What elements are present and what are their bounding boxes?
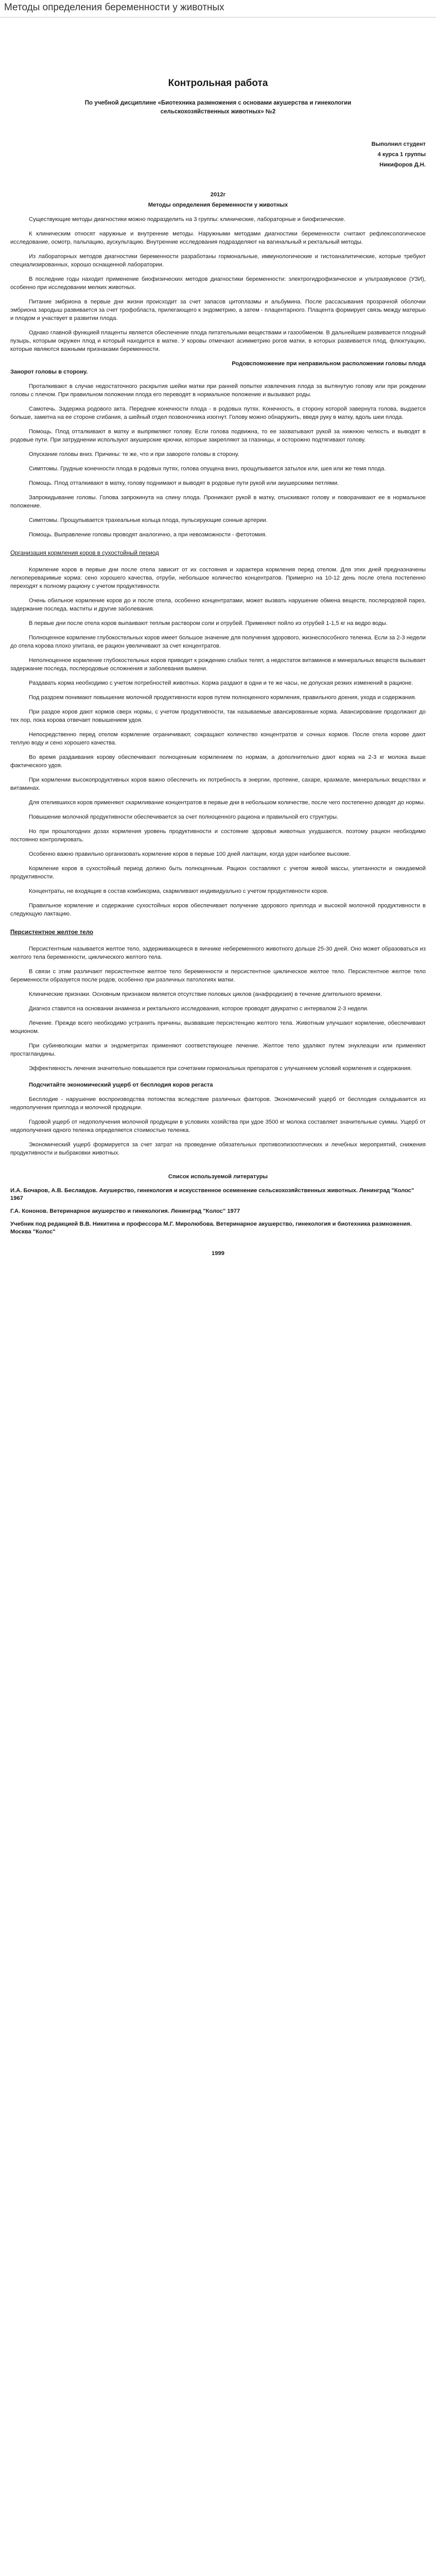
intro-section [10,215,426,353]
author-block [10,139,426,170]
paragraph: Персистентным называется желтое тело, задерживающееся в яичнике небеременного животного дольше 25-30 дней. Оно может образоваться из желтого тела беременности, циклического желтого тела. [10,946,426,960]
author-line: Никифоров Д.Н. [379,162,426,168]
delivery-section [10,382,426,539]
author-line: Выполнил студент [371,141,426,147]
references-list [10,1187,426,1236]
paragraph: Раздавать корма необходимо с учетом потребностей животных. Корма раздают в одни и те же часы, не допуская резких изменений в рационе. [29,680,413,686]
page-header [0,0,436,18]
paragraph: Годовой ущерб от недополучения молочной продукции в условиях хозяйства при удое 3500 кг молока составляет значительные суммы. Ущерб от недополучения одного теленка определяется стоимостью теленка. [10,1119,426,1133]
feeding-section [10,566,426,918]
paragraph: Помощь. Плод отталкивают в матку и выпрямляют голову. Если голова подвижна, то ее захватывают рукой за нижнюю челюсть и выводят в родовые пути. При затруднении используют акушерские крючки, которые закрепляют за глазницы, и осторожно подтягивают голову. [10,429,426,443]
paragraph: Для отелившихся коров применяют скармливание концентратов в первые дни в небольшом количестве, после чего постепенно доводят до нормы. [29,800,425,806]
paragraph: Непосредственно перед отелом кормление ограничивают, сокращают количество концентратов и сочных кормов. После отела корове дают теплую воду и сено хорошего качества. [10,732,426,746]
paragraph: Кормление коров в сухостойный период должно быть полноценным. Рацион составляют с учетом живой массы, упитанности и ожидаемой продуктивности. [10,866,426,880]
paragraph: Помощь. Выправление головы проводят аналогично, а при невозможности - фетотомия. [29,532,267,538]
paragraph: Помощь. Плод отталкивают в матку, голову поднимают и выводят в родовые пути рукой или акушерскими петлями. [29,480,339,486]
paragraph: При кормлении высокопродуктивных коров важно обеспечить их потребность в энергии, протеине, сахаре, крахмале, минеральных веществах и витаминах. [10,777,426,791]
paragraph: Существующие методы диагностики можно подразделить на 3 группы: клинические, лабораторные и биофизические. [29,216,345,223]
paragraph: Эффективность лечения значительно повышается при сочетании гормональных препаратов с улучшением условий кормления и содержания. [29,1065,412,1072]
paragraph: Опускание головы вниз. Причины: те же, что и при завороте головы в сторону. [29,451,239,457]
paragraph: При субинволюции матки и эндометритах применяют соответствующее лечение. Желтое тело удаляют путем энуклеации или применяют простагландины. [10,1043,426,1057]
persistent-section [10,945,426,1073]
year-label: 2012г [210,192,226,198]
section-heading: Организация кормления коров в сухостойный период [10,550,159,556]
paragraph: Концентраты, не входящие в состав комбикорма, скармливают индивидуально с учетом продуктивности коров. [29,888,328,894]
paragraph: Особенно важно правильно организовать кормление коров в первые 100 дней лактации, когда удои наиболее высокие. [29,851,351,857]
paragraph: Клинические признаки. Основным признаком является отсутствие половых циклов (анафродизия) в течение длительного времени. [29,991,382,997]
subsection-heading: Занорот головы в сторону. [10,369,88,375]
economic-section [10,1095,426,1157]
paragraph: Повышение молочной продуктивности обеспечивается за счет полноценного рациона и правильной его структуры. [29,814,339,820]
paragraph: Кормление коров в первые дни после отела зависит от их состояния и характера кормления перед отелом. Для этих дней предназначены легкопереваримые корма: сено хорошего качества, отруби, небольшое количество концентратов. Примерно на 10-12 день после отела постепенно переходят к полному рациону с учетом продуктивности. [10,567,426,589]
paragraph: В последние годы находит применение биофизических методов диагностики беременности: электрогидрофизическое и ультразвуковое (УЗИ), особенно при исследовании мелких животных. [10,276,426,291]
document-title: Контрольная работа [168,78,268,89]
paragraph: Очень обильное кормление коров до и после отела, особенно концентратами, может вызвать нарушение обмена веществ, послеродовой парез, задержание последа, маститы и другие заболевания. [10,598,426,612]
paragraph: Бесплодие - нарушение воспроизводства потомства вследствие различных факторов. Экономический ущерб от бесплодия складывается из недополучения приплода и молочной продукции. [10,1096,426,1111]
paragraph: В первые дни после отела коров выпаивают теплым раствором соли и отрубей. Применяют пойло из отрубей 1-1,5 кг на ведро воды. [29,620,388,626]
paragraph: Диагноз ставится на основании анамнеза и ректального исследования, которое проводят двукратно с интервалом 2-3 недели. [29,1006,369,1012]
paragraph: При раздое коров дают кормов сверх нормы, с учетом продуктивности, так называемые авансированные корма. Авансирование продолжают до тех пор, пока корова отвечает повышением удоя. [10,709,426,723]
paragraph: Симптомы. Грудные конечности плода в родовых путях, голова опущена вниз, прощупывается затылок или, шея или же темя плода. [29,466,386,472]
paragraph: Однако главной функцией плаценты является обеспечение плода питательными веществами и газообменом. В дальнейшем развивается плодный пузырь, которым окружен плод и который находится в матке. У коровы отмечают асимметрию рогов матки, в которых развивается плод, флюктуацию, которые являются важными признаками беременности. [10,330,426,352]
section-title: Методы определения беременности у животных [148,202,288,208]
paragraph: Самотечь. Задержка родового акта. Передние конечности плода - в родовых путях. Конечность, в сторону которой завернута голова, выдается больше, заметна на ее стороне сгибания, а шейный отдел позвоночника изогнут. Голову можно обнаружить, введя руку в матку, вдоль шеи плода. [10,406,426,420]
paragraph: Лечение. Прежде всего необходимо устранить причины, вызвавшие персистенцию желтого тела. Животным улучшают кормление, обеспечивают моционом. [10,1020,426,1035]
paragraph: Но при прошлогодних дозах кормления уровень продуктивности и состояние здоровья животных ухудшаются, поэтому рацион необходимо постоянно контролировать. [10,828,426,843]
footer-year: 1999 [212,1250,224,1257]
reference-item: Учебник под редакцией В.В. Никитина и профессора М.Г. Миролюбова. Ветеринарное акушерство, гинекология и биотехника размножения. Москва "Колос" [10,1221,412,1235]
paragraph: Экономический ущерб формируется за счет затрат на проведение обязательных противоэпизоотических и лечебных мероприятий, снижения продуктивности и выбраковки животных. [10,1142,426,1156]
paragraph: Из лабораторных методов диагностики беременности разработаны гормональные, иммунологические и гистоаналитические, которые требуют специализированных, хорошо оснащенной лаборатории. [10,253,426,268]
document-subtitle: По учебной дисциплине «Биотехника размножения с основами акушерства и гинекологии сельскохозяйственных животных» №2 [84,100,352,115]
document-body [0,79,436,1258]
author-line: 4 курса 1 группы [377,151,426,158]
references-title: Список используемой литературы [168,1174,268,1180]
section-heading: Родовспоможение при неправильном расположении головы плода [232,361,426,367]
paragraph: Под раздоем понимают повышение молочной продуктивности коров путем полноценного кормления, правильного доения, ухода и содержания. [29,694,416,701]
paragraph: В связи с этим различают персистентное желтое тело беременности и персистентное циклическое желтое тело. Персистентное желтое тело беременности образуется после родов, особенно при различных патологиях матки. [10,969,426,983]
paragraph: Симптомы. Прощупывается трахеальные кольца плода, пульсирующие сонные артерии. [29,517,268,523]
paragraph: Неполноценное кормление глубокостельных коров приводит к рождению слабых телят, а недостаток витаминов и минеральных веществ вызывает задержание последа, послеродовые осложнения и заболевания вымени. [10,657,426,672]
section-heading: Подсчитайте экономический ущерб от бесплодия коров регаста [29,1082,213,1088]
paragraph: Проталкивают в случае недостаточного раскрытия шейки матки при ранней попытке извлечения плода за вытянутую голову или при рождении головы с плечом. При правильном положении плода его переводят в нормальное положение и вызывают роды. [10,383,426,398]
reference-item: Г.А. Кононов. Ветеринарное акушерство и гинекология. Ленинград "Колос" 1977 [10,1208,240,1214]
paragraph: К клиническим относят наружные и внутренние методы. Наружными методами диагностики беременности считают рефлексологическое исследование, осмотр, пальпацию, аускультацию. Внутренние исследования подразделяют на вагинальный и ректальный методы. [10,231,426,245]
paragraph: Полноценное кормление глубокостельных коров имеет большое значение для получения здорового, жизнеспособного теленка. Если за 2-3 недели до отела корова плохо упитана, ее рацион увеличивают за счет концентратов. [10,635,426,649]
paragraph: Правильное кормление и содержание сухостойных коров обеспечивает получение здорового приплода и высокой молочной продуктивности в следующую лактацию. [10,903,426,917]
paragraph: Во время раздаивания корову обеспечивают полноценным кормлением по нормам, а дополнительно дают корма на 2-3 кг молока выше фактического удоя. [10,754,426,769]
paragraph: Питание эмбриона в первые дни жизни происходит за счет запасов цитоплазмы и альбумина. После рассасывания прозрачной оболочки эмбриона зародыш развивается за счет трофобласта, прилегающего к эндометрию, а затем - плацентарного. Плацента формирует связь между матерью и плодом и участвует в развитии плода. [10,299,426,321]
section-heading: Персистентное желтое тело [10,929,94,936]
paragraph: Запрокидывание головы. Голова запрокинута на спину плода. Проникают рукой в матку, отыскивают голову и поворачивают ее в нормальное положение. [10,495,426,509]
page-title: Методы определения беременности у животных [4,2,224,13]
reference-item: И.А. Бочаров, А.В. Беславдов. Акушерство, гинекология и искусственное осеменение сельскохозяйственных животных. Ленинград "Колос" 1967 [10,1188,414,1201]
